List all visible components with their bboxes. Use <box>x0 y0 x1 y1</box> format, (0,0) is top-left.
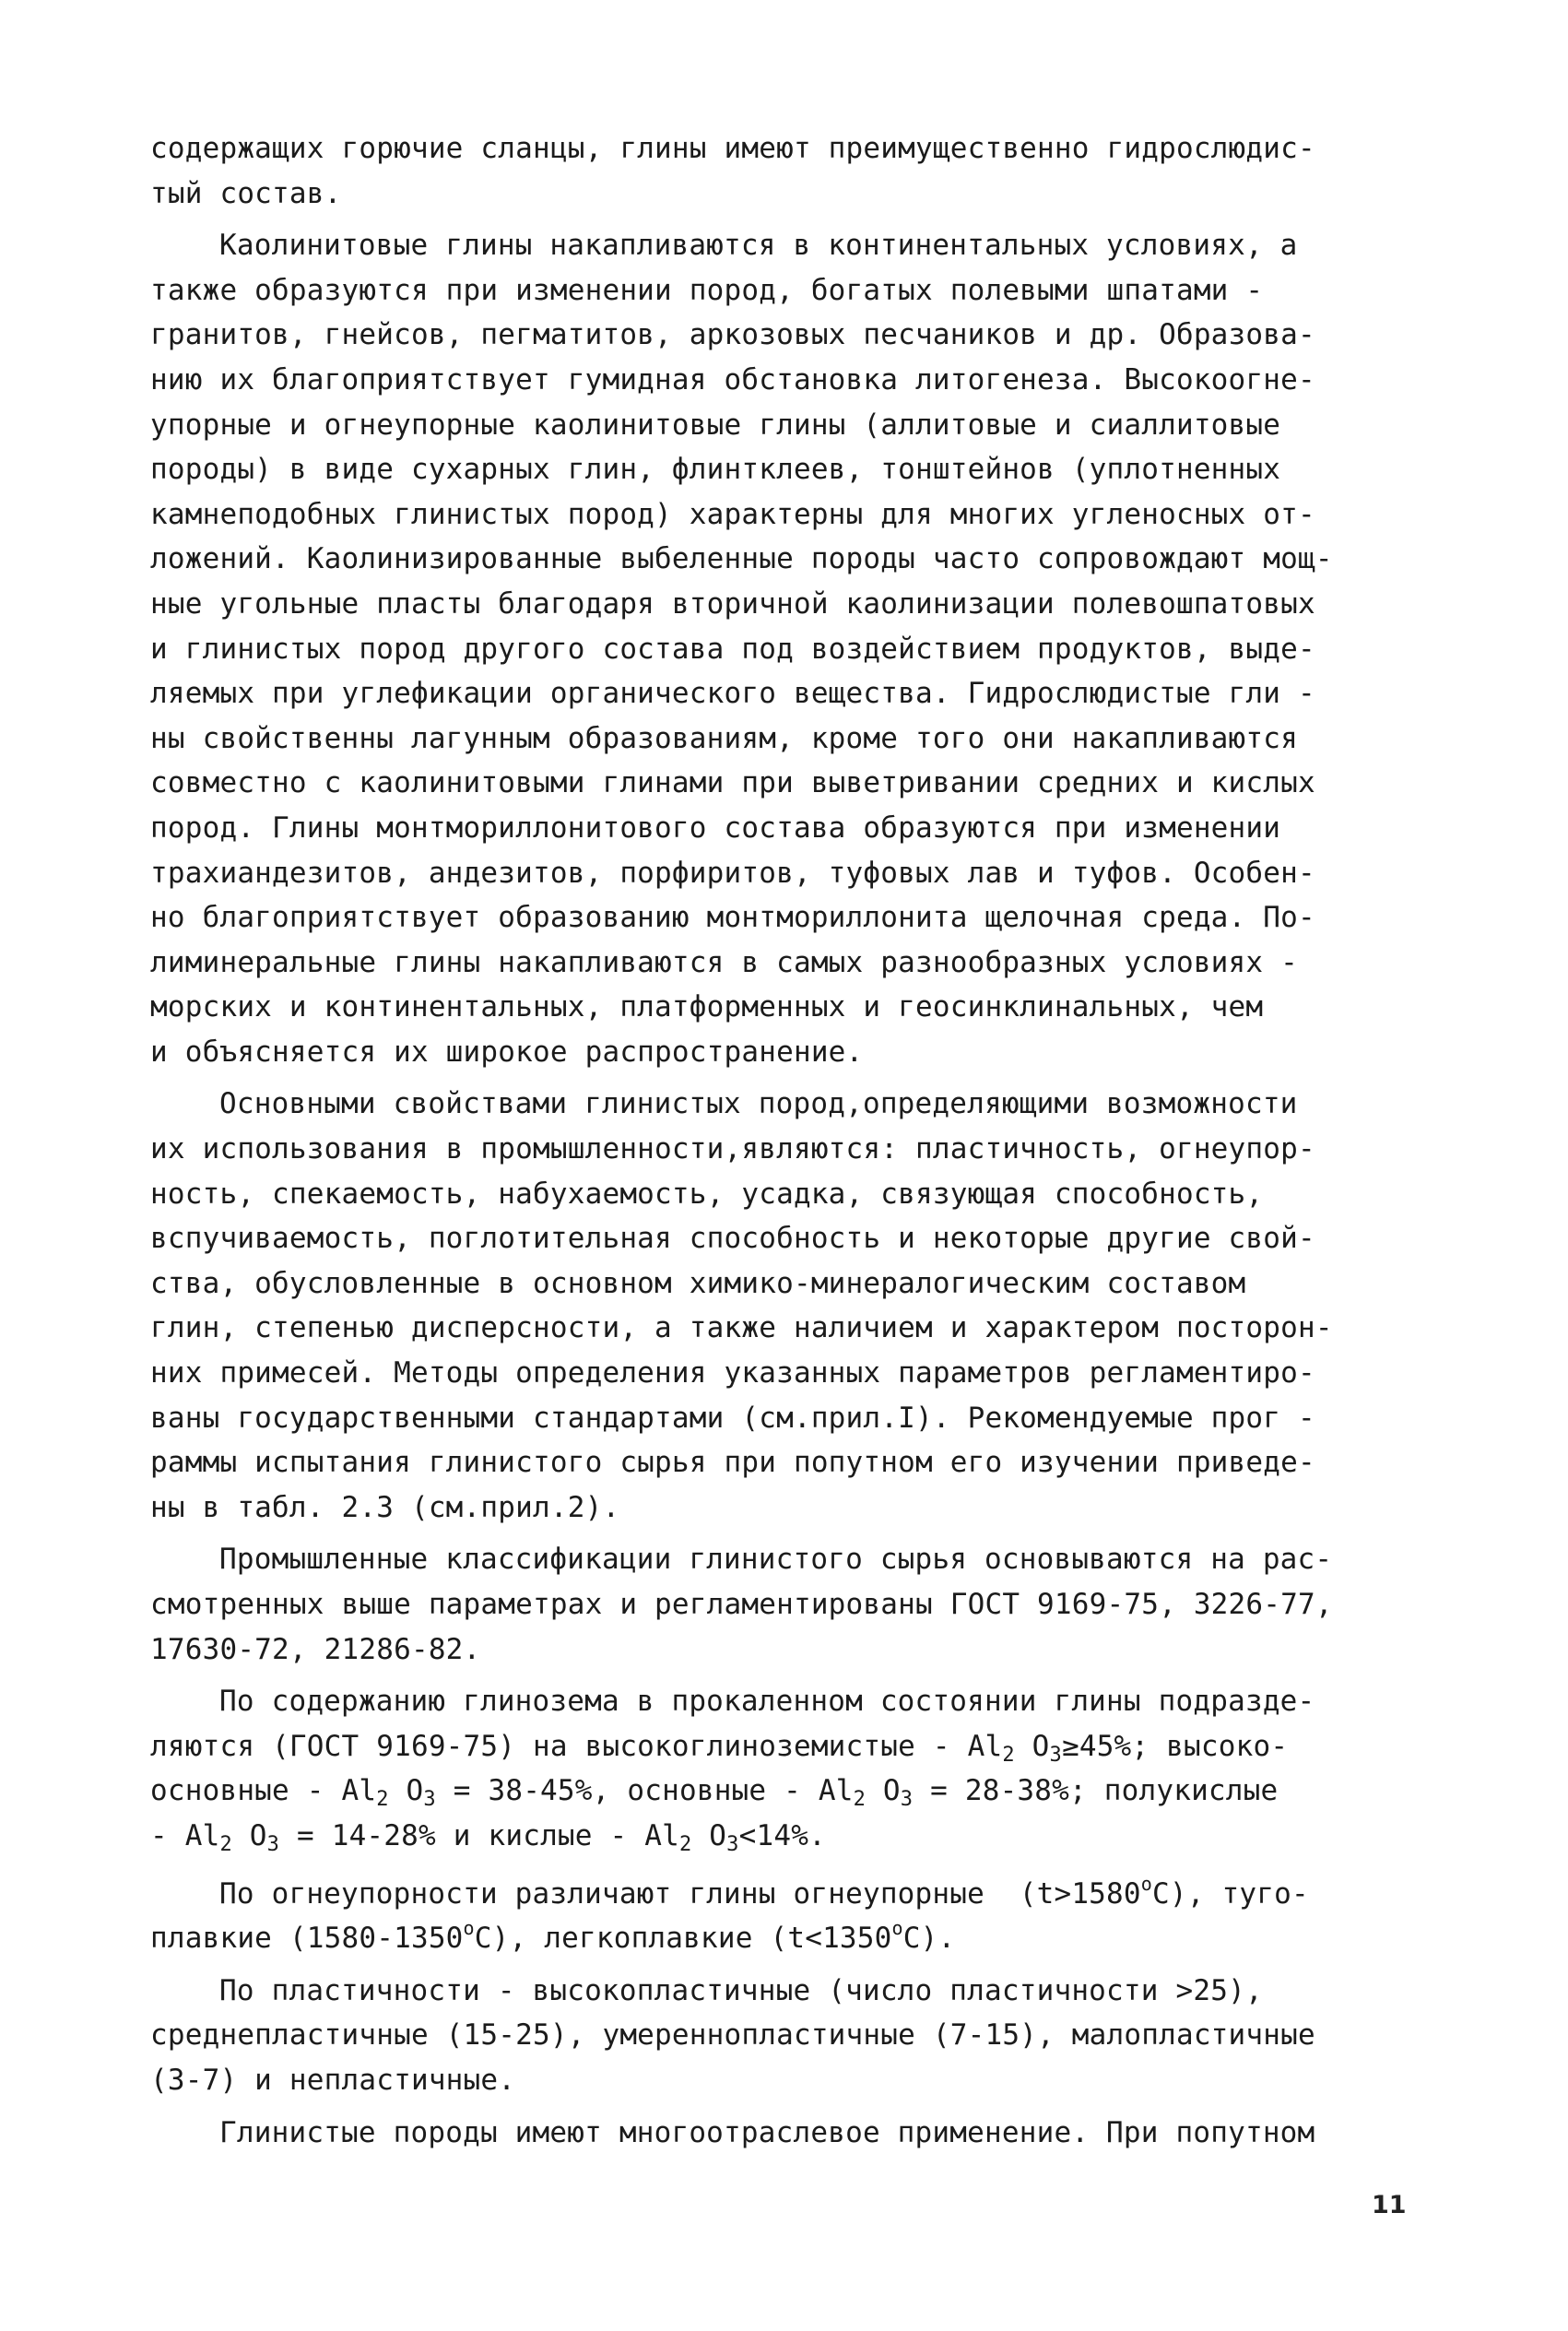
text-line: ны свойственны лагунным образованиям, кроме того они накапливаются <box>150 721 1298 755</box>
text-line: и объясняется их широкое распространение. <box>150 1035 864 1069</box>
text-line: Промышленные классификации глинистого сырья основываются на рас- <box>219 1543 1333 1577</box>
text-line: также образуются при изменении пород, богатых полевыми шпатами - <box>150 273 1264 307</box>
text-line: ства, обусловленные в основном химико-минералогическим составом <box>150 1266 1246 1300</box>
text-line: По огнеупорности различают глины огнеупорные $(t>1580^oC)$, туго- <box>219 1872 1309 1911</box>
text-line: гранитов, гнейсов, пегматитов, аркозовых песчаников и др. Образова- <box>150 318 1315 352</box>
text-line: упорные и огнеупорные каолинитовые глины (аллитовые и сиаллитовые <box>150 408 1281 442</box>
text-line: среднепластичные (15-25), умереннопластичные (7-15), малопластичные <box>150 2018 1315 2053</box>
text-line: ны в табл. 2.3 (см.прил.2). <box>150 1490 620 1524</box>
text-line: породы) в виде сухарных глин, флинтклеев, тонштейнов (уплотненных <box>150 453 1281 487</box>
text-line: пород. Глины монтмориллонитового состава образуются при изменении <box>150 811 1281 845</box>
text-line: Каолинитовые глины накапливаются в континентальных условиях, а <box>219 229 1298 263</box>
text-line: трахиандезитов, андезитов, порфиритов, туфовых лав и туфов. Особен- <box>150 856 1315 890</box>
text-line: нию их благоприятствует гумидная обстановка литогенеза. Высокоогне- <box>150 362 1315 396</box>
text-line: 17630-72, 21286-82. <box>150 1632 481 1666</box>
text-line: Основными свойствами глинистых пород,определяющими возможности <box>219 1087 1298 1121</box>
text-line: ложений. Каолинизированные выбеленные породы часто сопровождают мощ- <box>150 542 1333 576</box>
text-line: ные угольные пласты благодаря вторичной каолинизации полевошпатовых <box>150 586 1315 621</box>
text-line: но благоприятствует образованию монтмориллонита щелочная среда. По- <box>150 901 1315 935</box>
text-line: основные - $Al_2$ $O_3 = 38-45\%$, основные - $Al_2$ $O_3 = 28-38\%$; полукислые <box>150 1774 1279 1812</box>
text-line: ваны государственными стандартами (см.прил.I). Рекомендуемые прог - <box>150 1401 1315 1435</box>
text-line: их использования в промышленности,являются: пластичность, огнеупор- <box>150 1132 1315 1166</box>
page-number: 11 <box>1372 2191 1407 2219</box>
text-line: - $Al_2$ $O_3 = 14-28\%$ и кислые - $Al_2$ $O_3<14\%$. <box>150 1818 826 1856</box>
text-line: раммы испытания глинистого сырья при попутном его изучении приведе- <box>150 1446 1315 1480</box>
text-line: вспучиваемость, поглотительная способность и некоторые другие свой- <box>150 1222 1315 1256</box>
text-line: плавкие (1580-1350$^o$C), легкоплавкие $(t<1350^oC)$. <box>150 1917 956 1956</box>
text-line: камнеподобных глинистых пород) характерны для многих угленосных от- <box>150 497 1315 531</box>
text-line: По пластичности - высокопластичные (число пластичности >25), <box>219 1973 1263 2007</box>
text-line: ляются (ГОСТ 9169-75) на высокоглиноземистые - $Al_2$ $O_3\ge 45\%$; высоко- <box>150 1729 1289 1767</box>
text-line: морских и континентальных, платформенных и геосинклинальных, чем <box>150 990 1264 1024</box>
text-line: глин, степенью дисперсности, а также наличием и характером посторон- <box>150 1311 1333 1345</box>
text-line: ность, спекаемость, набухаемость, усадка, связующая способность, <box>150 1177 1264 1211</box>
text-line: совместно с каолинитовыми глинами при выветривании средних и кислых <box>150 766 1315 800</box>
text-line: ляемых при углефикации органического вещества. Гидрослюдистые гли - <box>150 677 1315 711</box>
text-line: содержащих горючие сланцы, глины имеют преимущественно гидрослюдис- <box>150 132 1315 165</box>
text-line: и глинистых пород другого состава под воздействием продуктов, выде- <box>150 632 1315 666</box>
text-line: (3-7) и непластичные. <box>150 2063 516 2097</box>
text-line: смотренных выше параметрах и регламентированы ГОСТ 9169-75, 3226-77, <box>150 1588 1333 1621</box>
text-line: них примесей. Методы определения указанных параметров регламентиро- <box>150 1356 1315 1390</box>
text-line: Глинистые породы имеют многоотраслевое применение. При попутном <box>219 2115 1315 2149</box>
text-line: тый состав. <box>150 176 342 210</box>
text-line: лиминеральные глины накапливаются в самых разнообразных условиях - <box>150 945 1298 979</box>
body-text <box>150 126 1441 2155</box>
text-line: По содержанию глинозема в прокаленном состоянии глины подразде- <box>219 1685 1315 1719</box>
